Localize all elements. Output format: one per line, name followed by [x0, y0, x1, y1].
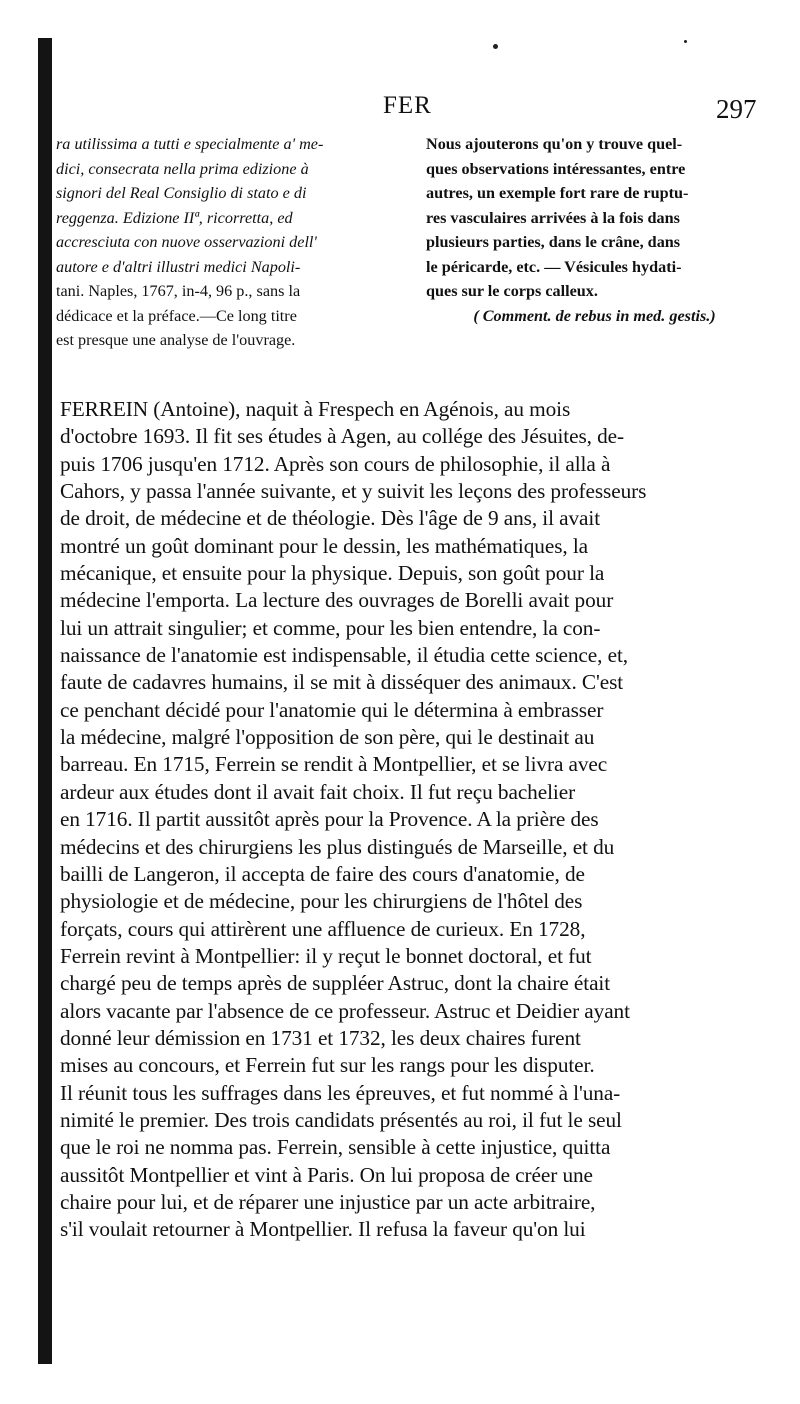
text-line: forçats, cours qui attirèrent une affluence de curieux. En 1728, [60, 916, 586, 941]
text-line: médecine l'emporta. La lecture des ouvrages de Borelli avait pour [60, 588, 614, 613]
left-column [56, 132, 396, 353]
text-line: FERREIN (Antoine), naquit à Frespech en Agénois, au mois [60, 397, 571, 421]
text-line: ques observations intéressantes, entre [426, 159, 686, 178]
text-line: ce penchant décidé pour l'anatomie qui le détermina à embrasser [60, 697, 604, 722]
text-line: chaire pour lui, et de réparer une injustice par un acte arbitraire, [60, 1189, 596, 1214]
text-line: puis 1706 jusqu'en 1712. Après son cours de philosophie, il alla à [60, 451, 611, 476]
text-line: alors vacante par l'absence de ce professeur. Astruc et Deidier ayant [60, 998, 630, 1023]
text-line: s'il voulait retourner à Montpellier. Il refusa la faveur qu'on lui [60, 1217, 586, 1242]
text-line: en 1716. Il partit aussitôt après pour la Provence. A la prière des [60, 807, 599, 832]
text-line: dici, consecrata nella prima edizione à [56, 159, 309, 178]
text-line: lui un attrait singulier; et comme, pour les bien entendre, la con- [60, 615, 601, 640]
text-line: d'octobre 1693. Il fit ses études à Agen, au collége des Jésuites, de- [60, 424, 625, 449]
text-line: Il réunit tous les suffrages dans les épreuves, et fut nommé à l'una- [60, 1080, 621, 1105]
text-line: Nous ajouterons qu'on y trouve quel- [426, 135, 683, 153]
text-line: nimité le premier. Des trois candidats présentés au roi, il fut le seul [60, 1107, 622, 1132]
page-number: 297 [716, 94, 757, 124]
text-line: faute de cadavres humains, il se mit à disséquer des animaux. C'est [60, 670, 624, 695]
right-column [426, 132, 763, 328]
text-line: ardeur aux études dont il avait fait choix. Il fut reçu bachelier [60, 779, 576, 804]
ink-speck [493, 44, 498, 49]
text-line: Ferrein revint à Montpellier: il y reçut le bonnet doctoral, et fut [60, 943, 592, 968]
text-line: aussitôt Montpellier et vint à Paris. On lui proposa de créer une [60, 1162, 593, 1187]
text-line: tani. Naples, 1767, in-4, 96 p., sans la [56, 282, 301, 300]
text-line: la médecine, malgré l'opposition de son père, qui le destinait au [60, 725, 595, 750]
text-line: res vasculaires arrivées à la fois dans [426, 208, 680, 227]
text-line: autore e d'altri illustri medici Napoli- [56, 257, 301, 276]
page-header [0, 92, 800, 128]
text-line: ra utilissima a tutti e specialmente a' me- [56, 135, 324, 153]
text-line: le péricarde, etc. — Vésicules hydati- [426, 257, 682, 276]
text-line: signori del Real Consiglio di stato e di [56, 184, 307, 202]
text-line: ques sur le corps calleux. [426, 282, 598, 300]
text-line: mises au concours, et Ferrein fut sur les rangs pour les disputer. [60, 1053, 595, 1078]
text-line: physiologie et de médecine, pour les chirurgiens de l'hôtel des [60, 889, 583, 914]
text-line: autres, un exemple fort rare de ruptu- [426, 184, 689, 202]
text-line: naissance de l'anatomie est indispensable, il étudia cette science, et, [60, 643, 628, 668]
text-line: plusieurs parties, dans le crâne, dans [426, 233, 681, 251]
binding-gutter [38, 38, 52, 1364]
text-line: accresciuta con nuove osservazioni dell' [56, 233, 317, 251]
ink-speck [684, 40, 687, 43]
text-line: bailli de Langeron, il accepta de faire des cours d'anatomie, de [60, 861, 585, 886]
text-line: donné leur démission en 1731 et 1732, les deux chaires furent [60, 1025, 581, 1050]
text-line: montré un goût dominant pour le dessin, les mathématiques, la [60, 533, 588, 558]
text-line: dédicace et la préface.—Ce long titre [56, 306, 297, 325]
text-line: est presque une analyse de l'ouvrage. [56, 331, 296, 349]
text-line: médecins et des chirurgiens les plus distingués de Marseille, et du [60, 834, 615, 859]
text-line: reggenza. Edizione IIª, ricorretta, ed [56, 208, 293, 227]
text-line: mécanique, et ensuite pour la physique. Depuis, son goût pour la [60, 561, 605, 586]
citation: ( Comment. de rebus in med. gestis.) [473, 306, 716, 325]
text-line: Cahors, y passa l'année suivante, et y suivit les leçons des professeurs [60, 479, 647, 504]
text-line: barreau. En 1715, Ferrein se rendit à Montpellier, et se livra avec [60, 752, 608, 777]
article-body [60, 396, 764, 1244]
running-head: FER [383, 92, 432, 119]
text-line: que le roi ne nomma pas. Ferrein, sensible à cette injustice, quitta [60, 1135, 611, 1160]
text-line: de droit, de médecine et de théologie. Dès l'âge de 9 ans, il avait [60, 506, 601, 531]
text-line: chargé peu de temps après de suppléer Astruc, dont la chaire était [60, 971, 611, 996]
